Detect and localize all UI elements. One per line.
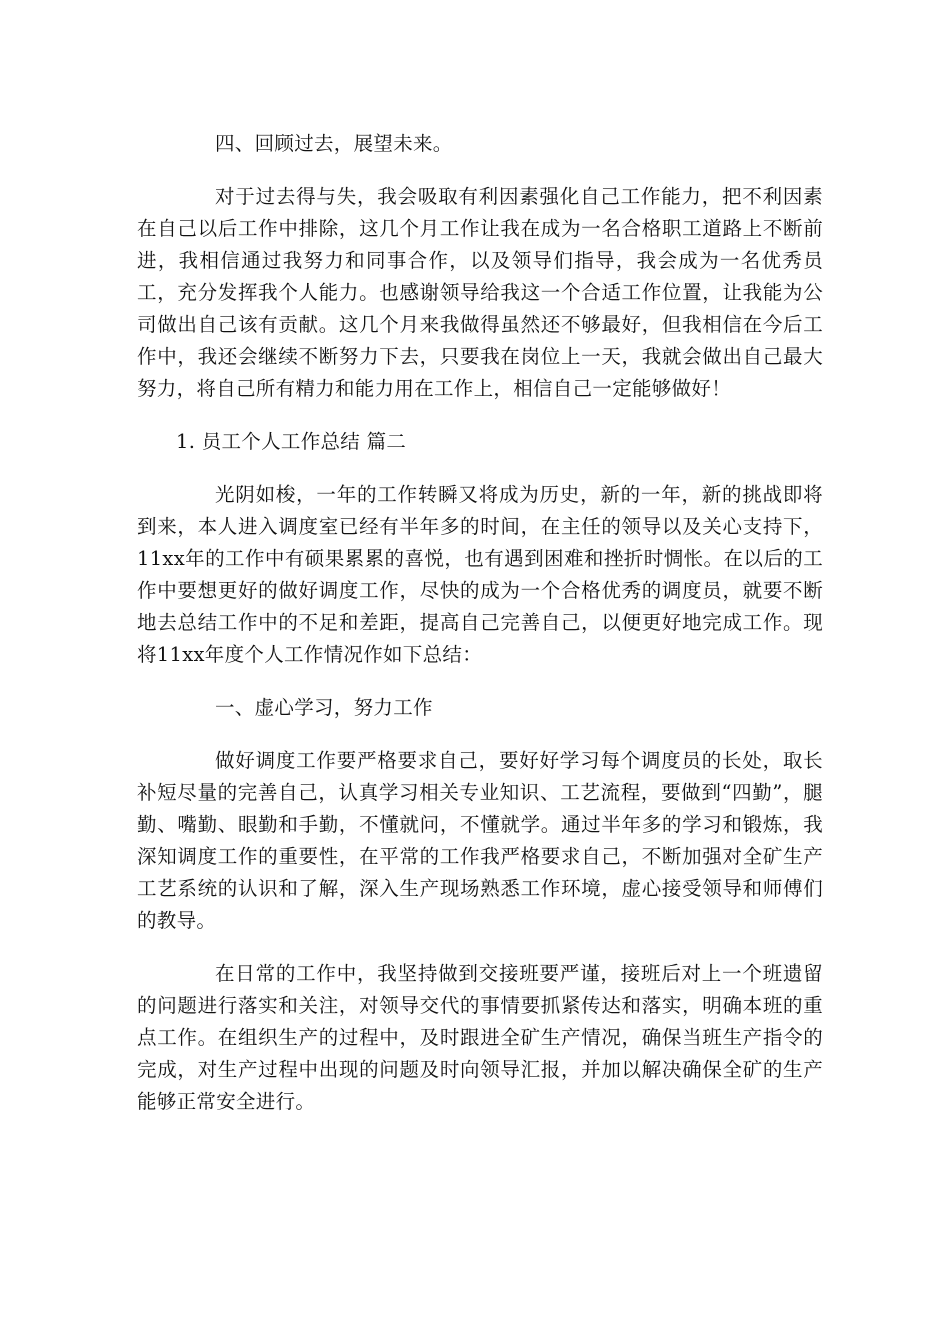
paragraph-daily-work: 在日常的工作中，我坚持做到交接班要严谨，接班后对上一个班遗留的问题进行落实和关注，对领导交代的事情要抓紧传达和落实，明确本班的重点工作。在组织生产的过程中，及时跟进全矿生产情况，确保当班生产指令的完成，对生产过程中出现的问题及时向领导汇报，并加以解决确保全矿的生产能够正常安全进行。 <box>137 962 823 1113</box>
heading-review: 四、回顾过去，展望未来。 <box>215 132 453 155</box>
heading-study: 一、虚心学习，努力工作 <box>215 696 433 719</box>
section-title: 1. 员工个人工作总结 篇二 <box>176 430 407 453</box>
paragraph-intro: 光阴如梭，一年的工作转瞬又将成为历史，新的一年，新的挑战即将到来，本人进入调度室已经有半年多的时间，在主任的领导以及关心支持下，11xx年的工作中有硕果累累的喜悦，也有遇到困难和挫折时惆怅。在以后的工作中要想更好的做好调度工作，尽快的成为一个合格优秀的调度员，就要不断地去总结工作中的不足和差距，提高自己完善自己，以便更好地完成工作。现将11xx年度个人工作情况作如下总结： <box>137 483 823 666</box>
document-page <box>137 128 823 1139</box>
paragraph-review: 对于过去得与失，我会吸取有利因素强化自己工作能力，把不利因素在自己以后工作中排除，这几个月工作让我在成为一名合格职工道路上不断前进，我相信通过我努力和同事合作，以及领导们指导，我会成为一名优秀员工，充分发挥我个人能力。也感谢领导给我这一个合适工作位置，让我能为公司做出自己该有贡献。这几个月来我做得虽然还不够最好，但我相信在今后工作中，我还会继续不断努力下去，只要我在岗位上一天，我就会做出自己最大努力，将自己所有精力和能力用在工作上，相信自己一定能够做好！ <box>137 185 823 400</box>
paragraph-study: 做好调度工作要严格要求自己，要好好学习每个调度员的长处，取长补短尽量的完善自己，认真学习相关专业知识、工艺流程，要做到“四勤”，腿勤、嘴勤、眼勤和手勤，不懂就问，不懂就学。通过半年多的学习和锻炼，我深知调度工作的重要性，在平常的工作我严格要求自己，不断加强对全矿生产工艺系统的认识和了解，深入生产现场熟悉工作环境，虚心接受领导和师傅们的教导。 <box>137 749 823 932</box>
